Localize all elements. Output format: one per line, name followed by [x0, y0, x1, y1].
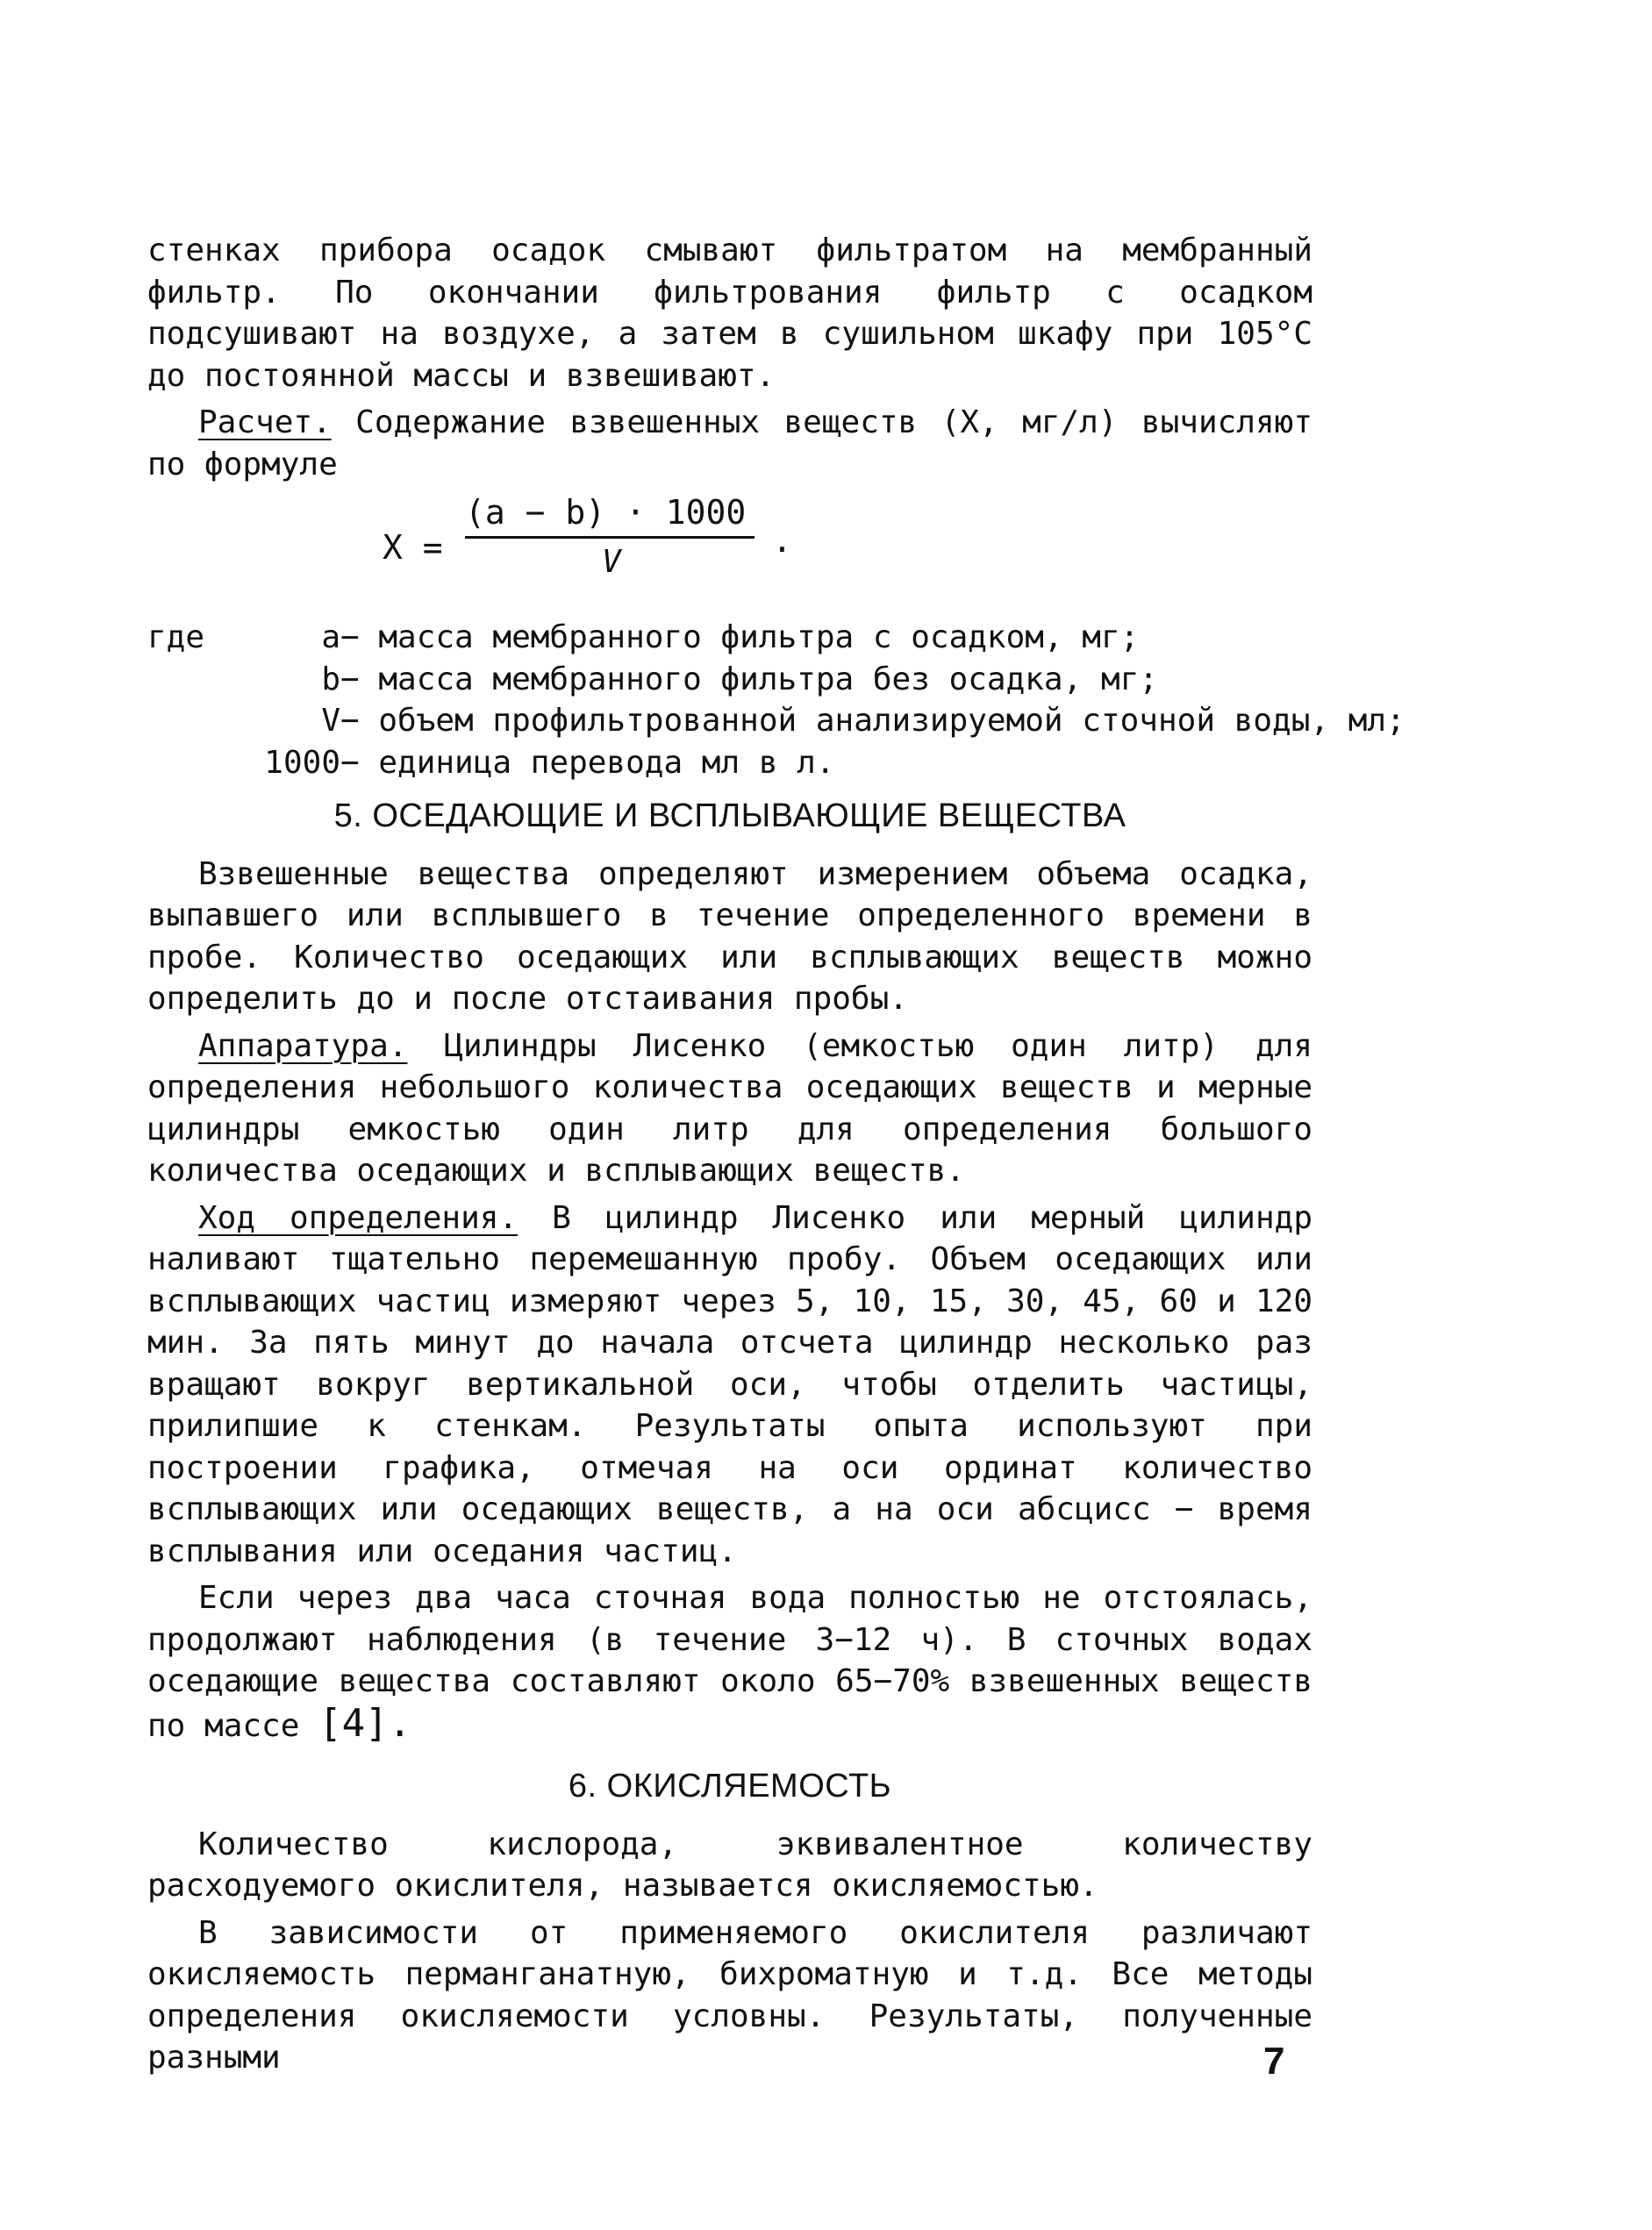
legend-row [147, 700, 1405, 742]
calc-label: Расчет. [198, 404, 332, 440]
formula-lhs: X = [383, 528, 443, 567]
legend-symbol: b [321, 661, 340, 697]
apparatus-text: Цилиндры Лисенко (емкостью один литр) для определения небольшого количества оседающих веществ и мерные цилиндры емкостью один литр для определения большого количества оседающих и всплывающих веществ. [147, 1027, 1312, 1189]
section-5-paragraph-1: Взвешенные вещества определяют измерением объема осадка, выпавшего или всплывшего в течение определенного времени в пробе. Количество оседающих или всплывающих веществ можно определить до и после отстаивания пробы. [147, 855, 1312, 1017]
calc-text: Содержание взвешенных веществ (X, мг/л) вычисляют по формуле [147, 404, 1312, 482]
formula [147, 493, 1312, 596]
apparatus-paragraph [147, 1026, 1312, 1192]
legend-symbol: 1000 [264, 744, 340, 781]
formula-denominator: V [602, 544, 621, 580]
fraction-bar [465, 536, 754, 539]
legend-row [147, 659, 1312, 701]
legend-text: − единица перевода мл в л. [340, 744, 835, 781]
legend-symbol: a [321, 619, 340, 655]
section-6-paragraph-2: В зависимости от применяемого окислителя различают окисляемость перманганатную, бихроматную и т.д. Все методы определения окисляемости условны. Результаты, полученные разными [147, 1914, 1312, 2076]
procedure-text: В цилиндр Лисенко или мерный цилиндр наливают тщательно перемешанную пробу. Объем оседающих или всплывающих частиц измеряют через 5, 10, 15, 30, 45, 60 и 120 мин. За пять минут до начала отсчета цилиндр несколько раз вращают вокруг вертикальной оси, чтобы отделить частицы, прилипшие к стенкам. Результаты опыта используют при построении графика, отмечая на оси ординат количество всплывающих или оседающих веществ, а на оси абсцисс − время всплывания или оседания частиц. [147, 1199, 1312, 1569]
reference-citation: [4]. [318, 1700, 412, 1746]
formula-numerator: (a − b) · 1000 [465, 493, 747, 532]
legend-row [147, 617, 1312, 659]
legend-text: − масса мембранного фильтра без осадка, мг; [340, 661, 1158, 697]
section-6-paragraph-1: Количество кислорода, эквивалентное количеству расходуемого окислителя, называется окисляемостью. [147, 1826, 1312, 1904]
document-page [147, 230, 1405, 2079]
legend-row [147, 742, 1312, 784]
apparatus-label: Аппаратура. [198, 1027, 408, 1064]
calc-paragraph [147, 402, 1312, 485]
procedure-label: Ход определения. [198, 1199, 518, 1236]
section-5-paragraph-4-text: Если через два часа сточная вода полностью не отстоялась, продолжают наблюдения (в течение 3−12 ч). В сточных водах оседающие вещества составляют около 65−70% взвешенных веществ по массе [147, 1580, 1312, 1744]
section-5-title: 5. ОСЕДАЮЩИЕ И ВСПЛЫВАЮЩИЕ ВЕЩЕСТВА [333, 797, 1126, 834]
paragraph-top: стенках прибора осадок смывают фильтратом на мембранный фильтр. По окончании фильтрования фильтр с осадком подсушивают на воздухе, а затем в сушильном шкафу при 105°С до постоянной массы и взвешивают. [147, 232, 1312, 394]
legend-text: − объем профильтрованной анализируемой сточной воды, мл; [340, 703, 1405, 739]
section-6-title: 6. ОКИСЛЯЕМОСТЬ [568, 1768, 892, 1805]
legend-lead: где [147, 619, 205, 655]
legend-symbol: V [321, 703, 340, 739]
procedure-paragraph [147, 1197, 1312, 1573]
formula-trail: . [772, 521, 792, 560]
section-5-paragraph-4 [147, 1577, 1312, 1747]
page-number: 7 [1263, 2040, 1285, 2083]
formula-legend [147, 617, 1405, 783]
legend-text: − масса мембранного фильтра с осадком, мг; [340, 619, 1140, 655]
